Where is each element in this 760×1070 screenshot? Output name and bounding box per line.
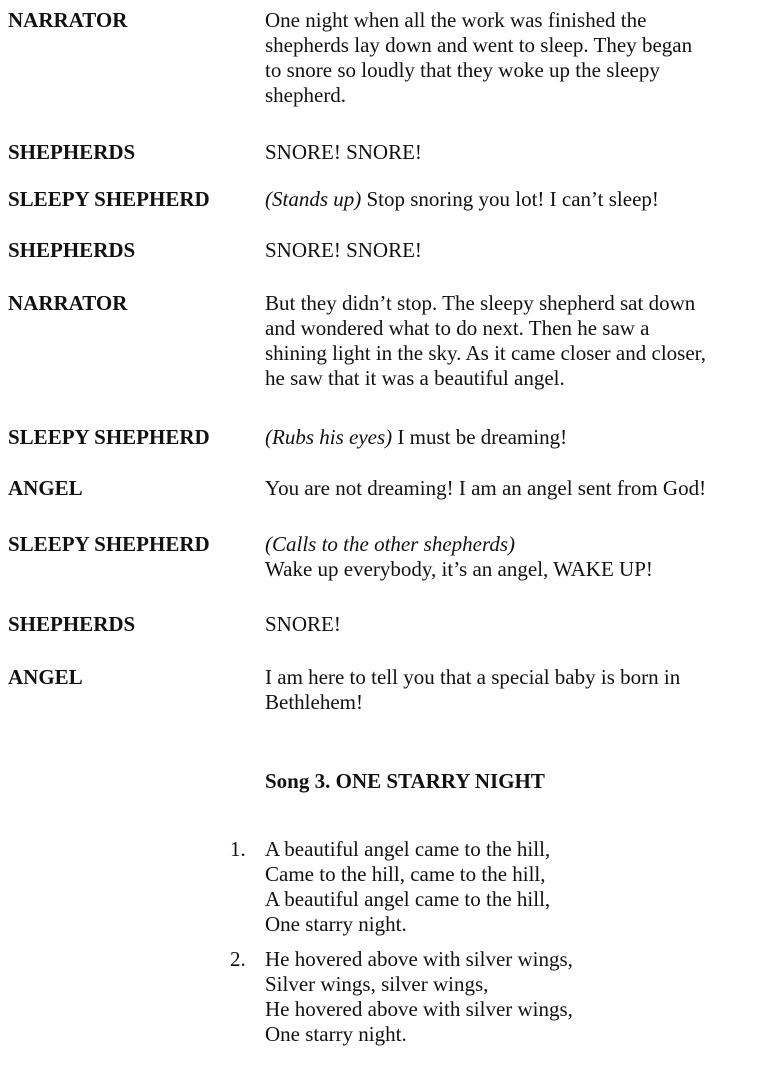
verse-line: He hovered above with silver wings,: [265, 947, 573, 971]
speaker-name: NARRATOR: [8, 291, 128, 315]
dialogue-text: [265, 425, 755, 450]
speaker-name: ANGEL: [8, 476, 83, 500]
stage-direction: (Rubs his eyes): [265, 425, 393, 449]
spoken-line: shining light in the sky. As it came closer and closer,: [265, 341, 707, 365]
spoken-line: SNORE!: [265, 612, 341, 636]
dialogue-text: [265, 291, 755, 391]
speaker-name: SHEPHERDS: [8, 612, 136, 636]
verse-line: One starry night.: [265, 1022, 407, 1046]
speaker-name: SLEEPY SHEPHERD: [8, 425, 210, 449]
spoken-line: Bethlehem!: [265, 690, 363, 714]
dialogue-text: [265, 532, 755, 582]
spoken-line: Stop snoring you lot! I can’t sleep!: [361, 187, 659, 211]
verse-lines: [265, 837, 550, 937]
speaker-name: SHEPHERDS: [8, 238, 136, 262]
spoken-line: SNORE! SNORE!: [265, 140, 422, 164]
verse-line: Came to the hill, came to the hill,: [265, 862, 546, 886]
verse-line: Silver wings, silver wings,: [265, 972, 489, 996]
stage-direction: (Stands up): [265, 187, 362, 211]
spoken-line: I am here to tell you that a special baby is born in: [265, 665, 681, 689]
verse-line: A beautiful angel came to the hill,: [265, 887, 551, 911]
verse-lines: [265, 947, 573, 1047]
dialogue-text: [265, 476, 755, 501]
spoken-line: he saw that it was a beautiful angel.: [265, 366, 565, 390]
song-title: Song 3. ONE STARRY NIGHT: [265, 769, 545, 793]
spoken-line: Wake up everybody, it’s an angel, WAKE UP!: [265, 557, 653, 581]
speaker-name: SLEEPY SHEPHERD: [8, 187, 210, 211]
verse-number: 1.: [230, 837, 246, 861]
spoken-line: shepherd.: [265, 83, 347, 107]
spoken-line: shepherds lay down and went to sleep. They began: [265, 33, 693, 57]
speaker-name: ANGEL: [8, 665, 83, 689]
speaker-name: NARRATOR: [8, 8, 128, 32]
spoken-line: I must be dreaming!: [392, 425, 568, 449]
stage-direction: (Calls to the other shepherds): [265, 532, 516, 556]
dialogue-text: [265, 140, 755, 165]
spoken-line: One night when all the work was finished the: [265, 8, 647, 32]
verse-line: He hovered above with silver wings,: [265, 997, 573, 1021]
speaker-name: SHEPHERDS: [8, 140, 136, 164]
dialogue-text: [265, 8, 755, 108]
dialogue-text: [265, 238, 755, 263]
verse-line: One starry night.: [265, 912, 407, 936]
spoken-line: But they didn’t stop. The sleepy shepherd sat down: [265, 291, 696, 315]
dialogue-text: [265, 612, 755, 637]
verse-number: 2.: [230, 947, 246, 971]
spoken-line: SNORE! SNORE!: [265, 238, 422, 262]
dialogue-text: [265, 187, 755, 212]
spoken-line: to snore so loudly that they woke up the sleepy: [265, 58, 660, 82]
speaker-name: SLEEPY SHEPHERD: [8, 532, 210, 556]
verse-line: A beautiful angel came to the hill,: [265, 837, 551, 861]
spoken-line: and wondered what to do next. Then he saw a: [265, 316, 650, 340]
spoken-line: You are not dreaming! I am an angel sent from God!: [265, 476, 707, 500]
dialogue-text: [265, 665, 755, 715]
